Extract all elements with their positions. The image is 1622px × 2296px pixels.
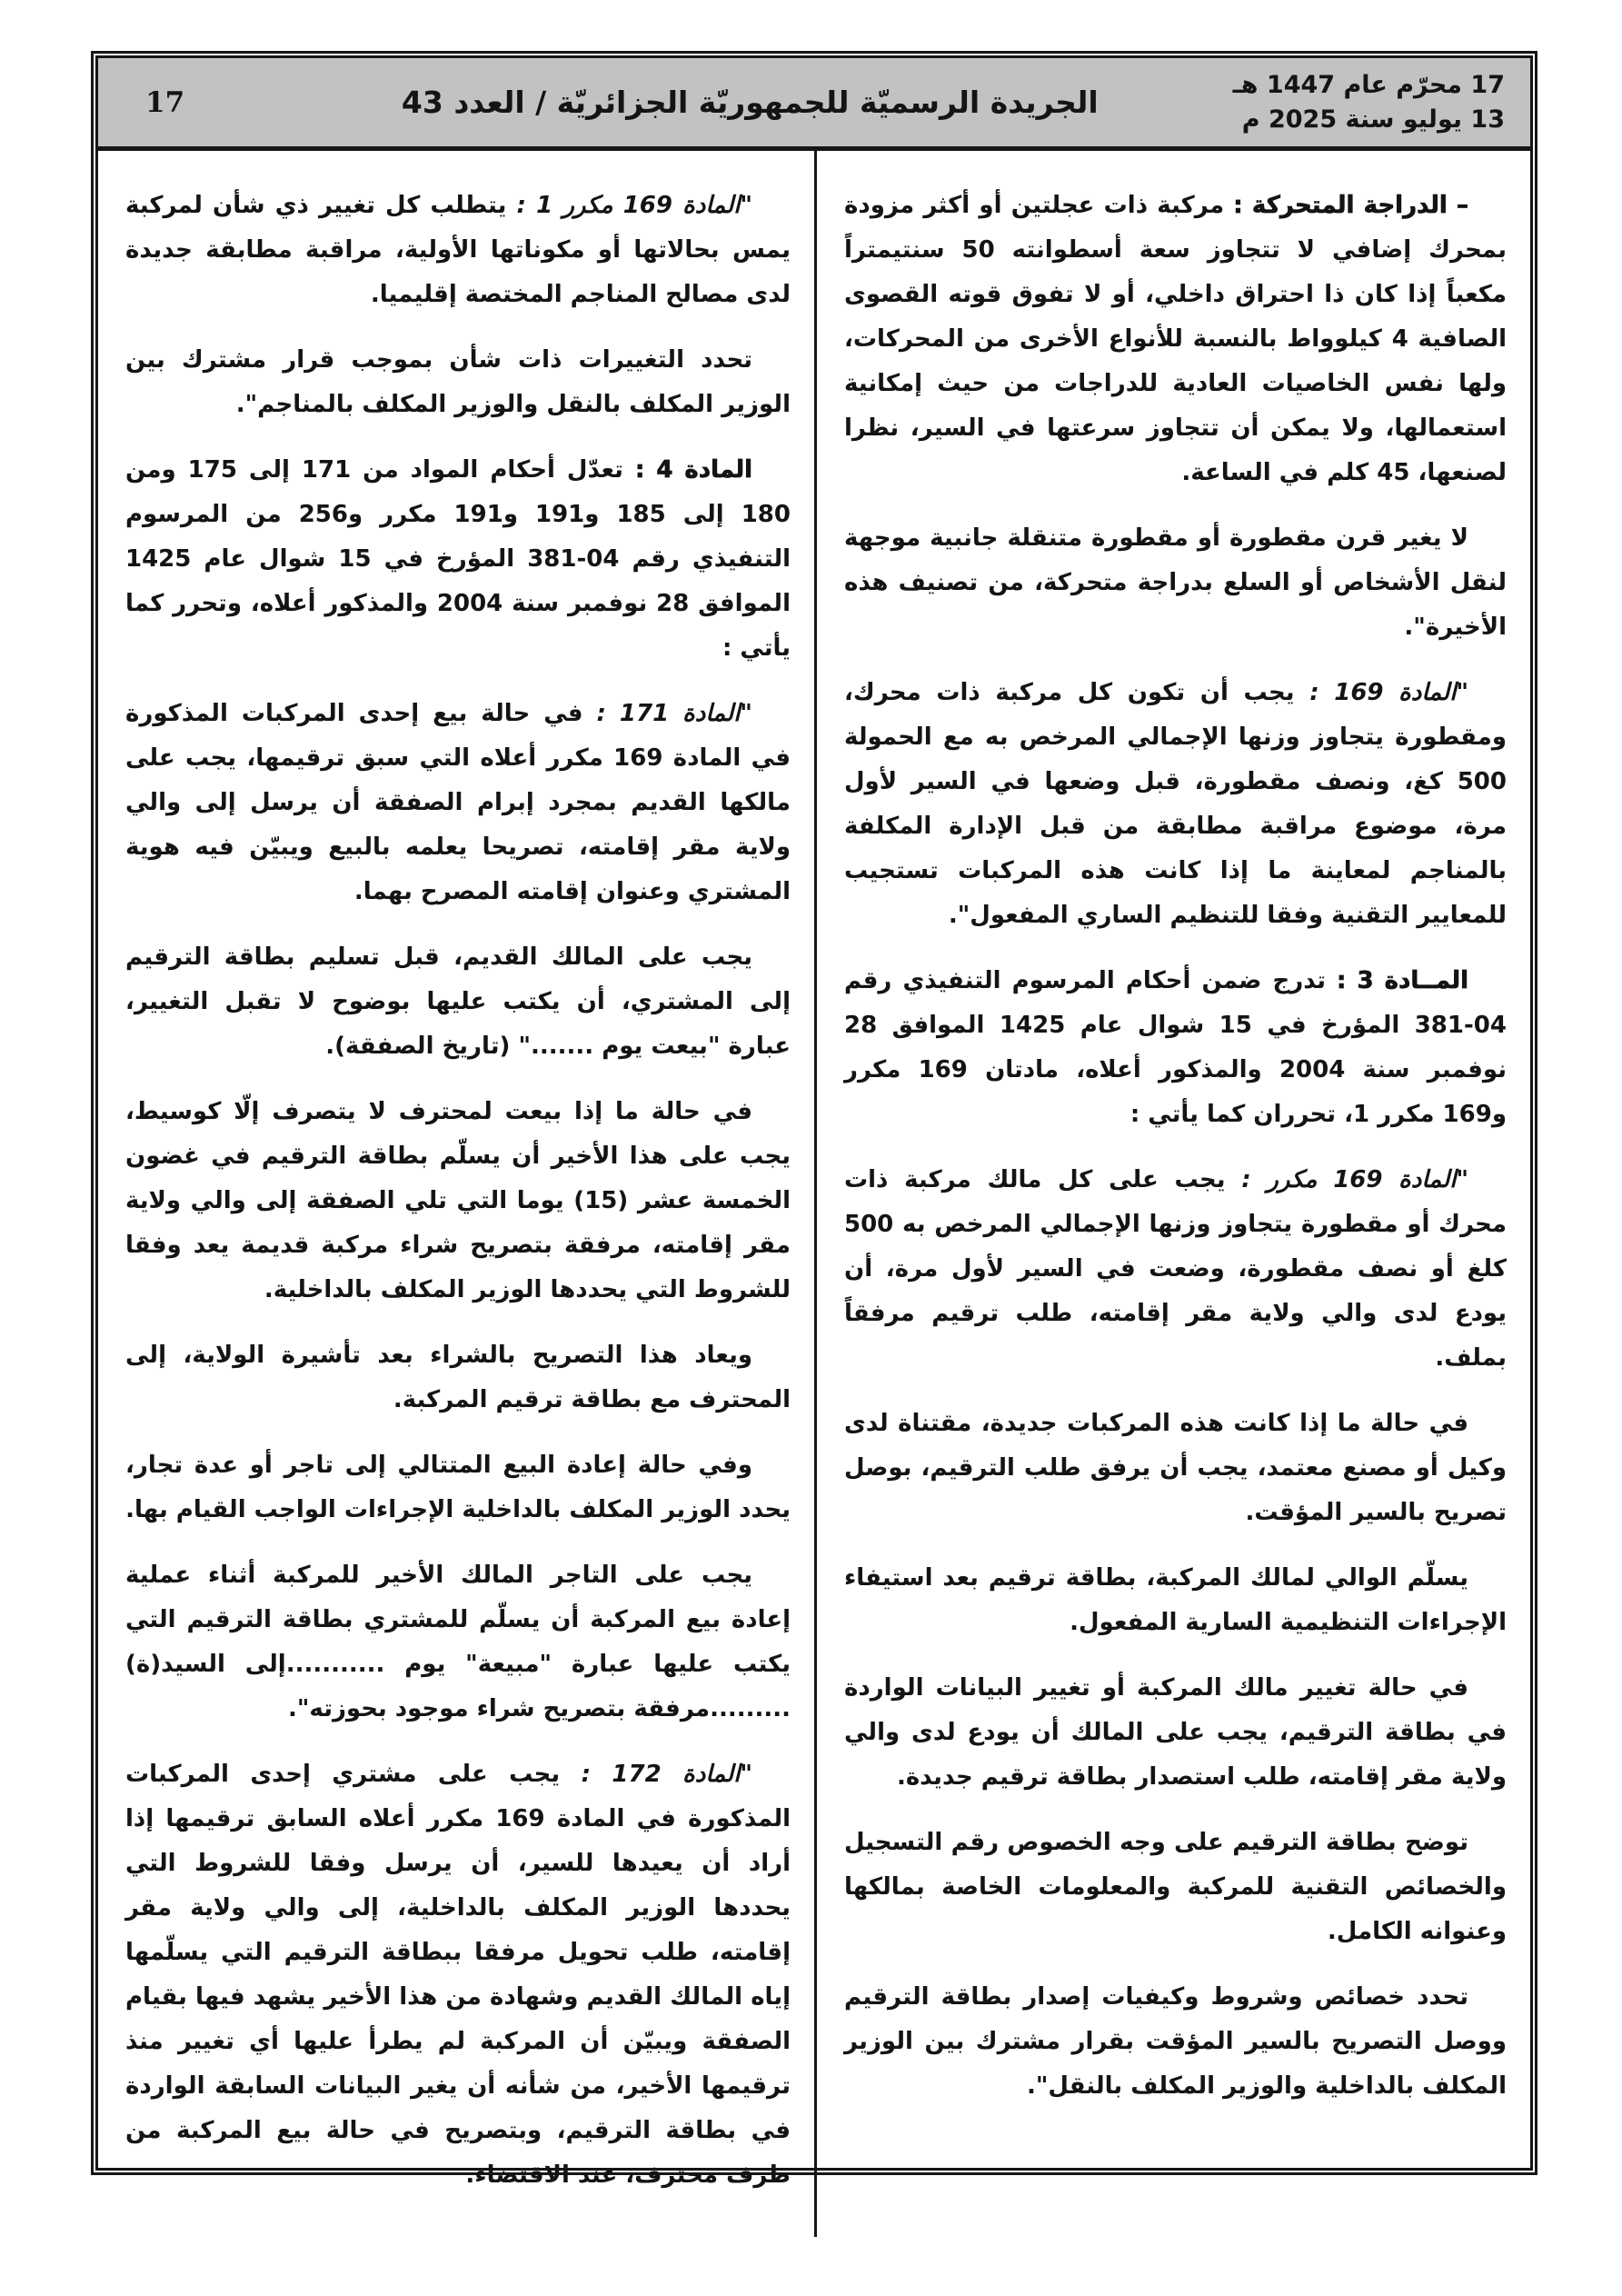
paragraph	[844, 1158, 1507, 1381]
paragraph-text: ويعاد هذا التصريح بالشراء بعد تأشيرة الولاية، إلى المحترف مع بطاقة ترقيم المركبة.	[125, 1342, 791, 1413]
paragraph-text: مركبة ذات عجلتين أو أكثر مزودة بمحرك إضافي لا تتجاوز سعة أسطوانته 50 سنتيمتراً مكعباً إذا كان ذا احتراق داخلي، أو لا تفوق قوته القصوى الصافية 4 كيلوواط بالنسبة للأنواع الأخرى من المحركات، ولها نفس الخاصيات العادية للدراجات من حيث إمكانية استعمالها، ولا يمكن أن تتجاوز سرعتها في السير، نظرا لصنعها، 45 كلم في الساعة.	[844, 192, 1508, 486]
article-lead: "المادة 169 مكرر 1 :	[516, 192, 753, 219]
paragraph	[125, 338, 791, 427]
paragraph	[125, 692, 791, 914]
page-body	[98, 151, 1530, 2237]
page-number: 17	[145, 85, 185, 119]
paragraph-text: تحدد خصائص وشروط وكيفيات إصدار بطاقة الترقيم ووصل التصريح بالسير المؤقت بقرار مشترك بين الوزير المكلف بالداخلية والوزير المكلف بالنقل".	[844, 1983, 1507, 2100]
article-lead: "المادة 172 :	[581, 1761, 753, 1788]
page-frame-inner	[95, 55, 1533, 2189]
issue-date-hijri: 17 محرّم عام 1447 هـ	[1232, 70, 1505, 99]
paragraph-text: يسلّم الوالي لمالك المركبة، بطاقة ترقيم بعد استيفاء الإجراءات التنظيمية السارية المفعول.	[844, 1564, 1507, 1636]
paragraph	[844, 1402, 1507, 1535]
paragraph-text: يتطلب كل تغيير ذي شأن لمركبة يمس بحالاتها أو مكوناتها الأولية، مراقبة مطابقة جديدة لدى مصالح المناجم المختصة إقليميا.	[125, 192, 791, 308]
paragraph	[844, 1821, 1507, 1954]
paragraph	[125, 1090, 791, 1313]
paragraph	[125, 1333, 791, 1423]
paragraph-text: يجب على كل مالك مركبة ذات محرك أو مقطورة يتجاوز وزنها الإجمالي المرخص به 500 كلغ أو نصف مقطورة، وضعت في السير لأول مرة، أن يودع لدى والي ولاية مقر إقامته، طلب ترقيم مرفقاً بملف.	[844, 1166, 1507, 1372]
paragraph	[844, 1666, 1507, 1800]
paragraph	[125, 935, 791, 1069]
paragraph-text: في حالة بيع إحدى المركبات المذكورة في المادة 169 مكرر أعلاه التي سبق ترقيمها، يجب على مالكها القديم بمجرد إبرام الصفقة أن يرسل إلى والي ولاية مقر إقامته، تصريحا يعلمه بالبيع ويبيّن فيه هوية المشتري وعنوان إقامته المصرح بهما.	[125, 700, 791, 905]
issue-date	[1219, 68, 1530, 137]
paragraph-text: في حالة ما إذا بيعت لمحترف لا يتصرف إلّا كوسيط، يجب على هذا الأخير أن يسلّم بطاقة الترقيم في غضون الخمسة عشر (15) يوما التي تلي الصفقة إلى والي ولاية مقر إقامته، مرفقة بتصريح شراء مركبة قديمة يعد وفقا للشروط التي يحددها الوزير المكلف بالداخلية.	[125, 1098, 791, 1303]
paragraph	[125, 184, 791, 317]
page-header	[98, 58, 1530, 151]
paragraph	[844, 1556, 1507, 1645]
paragraph	[844, 1975, 1507, 2109]
article-lead: "المادة 171 :	[596, 700, 752, 727]
paragraph-text: تحدد التغييرات ذات شأن بموجب قرار مشترك بين الوزير المكلف بالنقل والوزير المكلف بالمناجم".	[125, 346, 791, 418]
paragraph	[125, 1752, 791, 2198]
paragraph-text: يجب على المالك القديم، قبل تسليم بطاقة الترقيم إلى المشتري، أن يكتب عليها بوضوح لا تقبل التغيير، عبارة "بيعت يوم ......." (تاريخ الصفقة).	[125, 943, 791, 1060]
paragraph-text: يجب أن تكون كل مركبة ذات محرك، ومقطورة يتجاوز وزنها الإجمالي المرخص به مع الحمولة 500 كغ، ونصف مقطورة، قبل وضعها في السير لأول مرة، موضوع مراقبة مطابقة من قبل الإدارة المكلفة بالمناجم لمعاينة ما إذا كانت هذه المركبات تستجيب للمعايير التقنية وفقا للتنظيم الساري المفعول".	[844, 679, 1507, 929]
paragraph-text: وفي حالة إعادة البيع المتتالي إلى تاجر أو عدة تجار، يحدد الوزير المكلف بالداخلية الإجراءات الواجب القيام بها.	[125, 1452, 791, 1523]
column-left	[98, 151, 814, 2237]
paragraph	[125, 448, 791, 671]
paragraph	[125, 1443, 791, 1532]
article-lead: المادة 4 :	[634, 456, 752, 484]
article-lead: "المادة 169 مكرر :	[1241, 1166, 1469, 1193]
paragraph	[844, 959, 1507, 1137]
paragraph	[844, 516, 1507, 650]
gazette-title: الجريدة الرسميّة للجمهوريّة الجزائريّة / العدد 43	[401, 85, 1099, 120]
definition-lead: – الدراجة المتحركة :	[1233, 192, 1468, 219]
paragraph	[844, 671, 1507, 938]
paragraph-text: تدرج ضمن أحكام المرسوم التنفيذي رقم 04-381 المؤرخ في 15 شوال عام 1425 الموافق 28 نوفمبر سنة 2004 والمذكور أعلاه، مادتان 169 مكرر و169 مكرر 1، تحرران كما يأتي :	[844, 967, 1507, 1128]
article-lead: "المادة 169 :	[1309, 679, 1468, 706]
paragraph-text: توضح بطاقة الترقيم على وجه الخصوص رقم التسجيل والخصائص التقنية للمركبة والمعلومات الخاصة بمالكها وعنوانه الكامل.	[844, 1829, 1507, 1945]
paragraph-text: في حالة ما إذا كانت هذه المركبات جديدة، مقتناة لدى وكيل أو مصنع معتمد، يجب أن يرفق طلب الترقيم، بوصل تصريح بالسير المؤقت.	[844, 1410, 1507, 1526]
paragraph-text: يجب على التاجر المالك الأخير للمركبة أثناء عملية إعادة بيع المركبة أن يسلّم للمشتري بطاقة الترقيم التي يكتب عليها عبارة "مبيعة" يوم ...........إلى السيد(ة) .........مرفقة بتصريح شراء موجود بحوزته".	[125, 1562, 791, 1722]
paragraph	[125, 1553, 791, 1732]
paragraph-text: لا يغير قرن مقطورة أو مقطورة متنقلة جانبية موجهة لنقل الأشخاص أو السلع بدراجة متحركة، من تصنيف هذه الأخيرة".	[844, 524, 1507, 641]
issue-date-gregorian: 13 يوليو سنة 2025 م	[1241, 105, 1505, 134]
column-right	[814, 151, 1530, 2237]
paragraph-text: تعدّل أحكام المواد من 171 إلى 175 ومن 180 إلى 185 و191 و191 مكرر و256 من المرسوم التنفيذي رقم 04-381 المؤرخ في 15 شوال عام 1425 الموافق 28 نوفمبر سنة 2004 والمذكور أعلاه، وتحرر كما يأتي :	[125, 456, 791, 662]
paragraph-text: في حالة تغيير مالك المركبة أو تغيير البيانات الواردة في بطاقة الترقيم، يجب على المالك أن يودع لدى والي ولاية مقر إقامته، طلب استصدار بطاقة ترقيم جديدة.	[844, 1674, 1507, 1791]
page-frame	[91, 51, 1537, 2189]
paragraph-text: يجب على مشتري إحدى المركبات المذكورة في المادة 169 مكرر أعلاه السابق ترقيمها إذا أراد أن يعيدها للسير، أن يرسل وفقا للشروط التي يحددها الوزير المكلف بالداخلية، إلى والي ولاية مقر إقامته، طلب تحويل مرفقا ببطاقة الترقيم التي يسلّمها إياه المالك القديم وشهادة من هذا الأخير يشهد فيها بقيام الصفقة ويبيّن أن المركبة لم يطرأ عليها أي تغيير منذ ترقيمها الأخير، من شأنه أن يغير البيانات السابقة الواردة في بطاقة الترقيم، وبتصريح في حالة بيع المركبة من طرف محترف، عند الاقتضاء.	[125, 1761, 791, 2189]
paragraph	[844, 184, 1507, 495]
article-lead: المــادة 3 :	[1337, 967, 1468, 994]
